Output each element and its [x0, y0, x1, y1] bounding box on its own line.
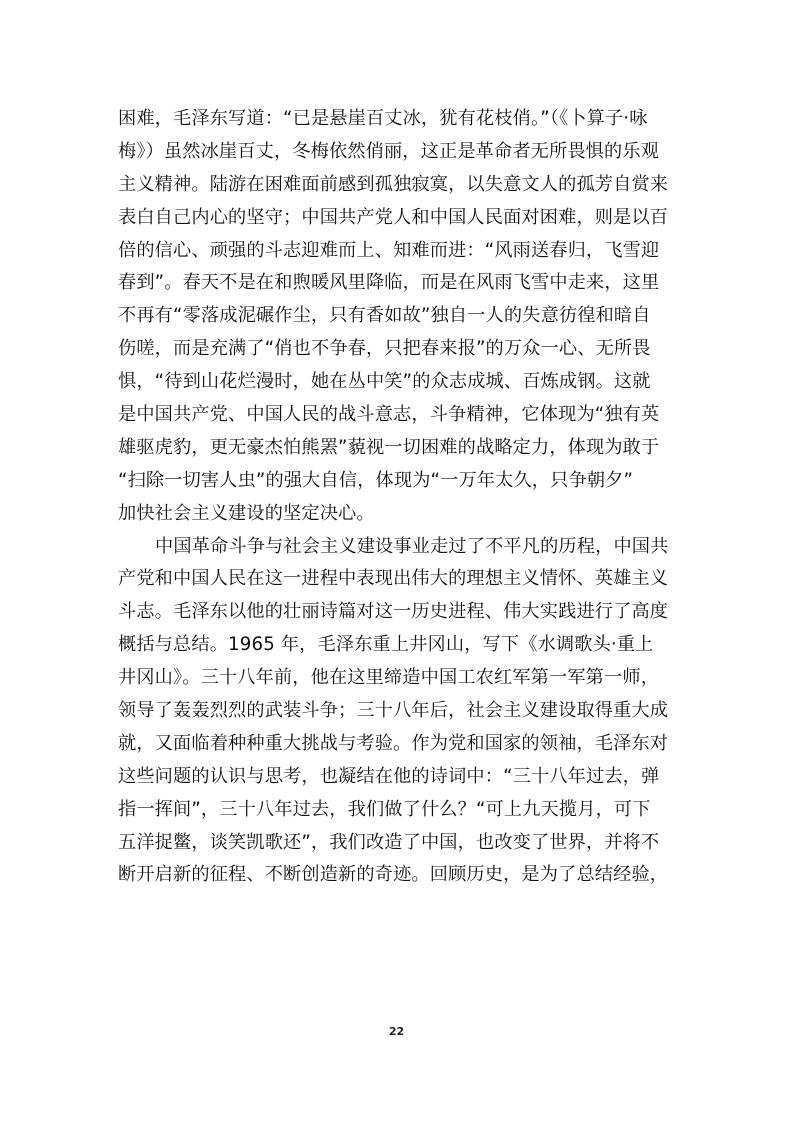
text-line: 井冈山》。三十八年前，他在这里缔造中国工农红军第一军第一师，	[118, 667, 660, 689]
text-line: 就，又面临着种种重大挑战与考验。作为党和国家的领袖，毛泽东对	[118, 732, 669, 754]
text-line: 不再有“零落成泥碾作尘，只有香如故”独自一人的失意彷徨和暗自	[118, 305, 651, 327]
body-text	[118, 103, 678, 892]
text-line: 指一挥间”，三十八年过去，我们做了什么？“可上九天揽月，可下	[118, 798, 651, 820]
text-line: 中国革命斗争与社会主义建设事业走过了不平凡的历程，中国共	[155, 535, 669, 557]
text-line: 倍的信心、顽强的斗志迎难而上、知难而进：“风雨送春归，飞雪迎	[118, 239, 660, 261]
text-line: 雄驱虎豹，更无豪杰怕熊罴”藐视一切困难的战略定力，体现为敢于	[118, 436, 660, 458]
text-line: “扫除一切害人虫”的强大自信，体现为“一万年太久，只争朝夕”	[118, 469, 634, 491]
text-line: 加快社会主义建设的坚定决心。	[118, 502, 375, 524]
text-line: 惧，“待到山花烂漫时，她在丛中笑”的众志成城、百炼成钢。这就	[118, 371, 651, 393]
text-line: 是中国共产党、中国人民的战斗意志，斗争精神，它体现为“独有英	[118, 404, 660, 426]
text-line: 五洋捉鳖，谈笑凯歌还”，我们改造了中国，也改变了世界，并将不	[118, 831, 660, 853]
text-line: 梅》）虽然冰崖百丈，冬梅依然俏丽，这正是革命者无所畏惧的乐观	[118, 140, 660, 162]
text-line: 领导了轰轰烈烈的武装斗争；三十八年后，社会主义建设取得重大成	[118, 700, 669, 722]
text-line: 伤嗟，而是充满了“俏也不争春，只把春来报”的万众一心、无所畏	[118, 338, 651, 360]
text-line: 困难，毛泽东写道：“已是悬崖百丈冰，犹有花枝俏。”（《卜算子·咏	[118, 108, 648, 129]
page-number: 22	[388, 1025, 405, 1038]
text-line: 表白自己内心的坚守；中国共产党人和中国人民面对困难，则是以百	[118, 206, 669, 228]
text-line: 春到”。春天不是在和煦暖风里降临，而是在风雨飞雪中走来，这里	[118, 272, 660, 294]
text-line: 斗志。毛泽东以他的壮丽诗篇对这一历史进程、伟大实践进行了高度	[118, 601, 669, 623]
text-line: 概括与总结。1965 年，毛泽东重上井冈山，写下《水调歌头·重上	[118, 634, 654, 656]
text-line: 产党和中国人民在这一进程中表现出伟大的理想主义情怀、英雄主义	[118, 568, 669, 590]
text-line: 断开启新的征程、不断创造新的奇迹。回顾历史，是为了总结经验，	[118, 864, 669, 886]
text-line: 主义精神。陆游在困难面前感到孤独寂寞，以失意文人的孤芳自赏来	[118, 173, 669, 195]
text-line: 这些问题的认识与思考，也凝结在他的诗词中：“三十八年过去，弹	[118, 765, 660, 787]
